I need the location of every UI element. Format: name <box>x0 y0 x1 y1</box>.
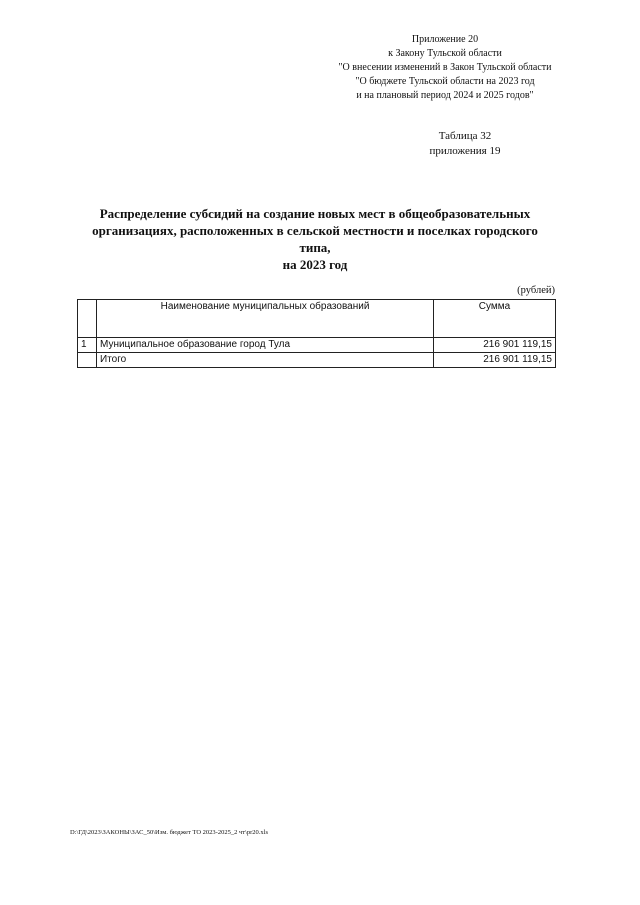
total-number-cell <box>78 353 97 368</box>
header-number-cell <box>78 300 97 338</box>
header-name-cell: Наименование муниципальных образований <box>97 300 434 338</box>
title-line: организациях, расположенных в сельской местности и поселках городского типа, <box>92 223 538 255</box>
header-line: "О внесении изменений в Закон Тульской области <box>338 62 552 73</box>
subsidy-table <box>77 299 556 368</box>
table-reference-line: Таблица 32 <box>438 130 492 142</box>
header-line: и на плановый период 2024 и 2025 годов" <box>356 90 534 101</box>
title-line: Распределение субсидий на создание новых мест в общеобразовательных <box>99 206 531 221</box>
header-sum-cell: Сумма <box>434 300 556 338</box>
annex-header <box>300 33 590 103</box>
total-name-cell: Итого <box>97 353 434 368</box>
units-label: (рублей) <box>517 285 555 296</box>
total-sum-cell: 216 901 119,15 <box>434 353 556 368</box>
table-row <box>78 338 556 353</box>
header-line: "О бюджете Тульской области на 2023 год <box>355 76 535 87</box>
title-line: на 2023 год <box>282 257 348 272</box>
document-title <box>80 205 550 273</box>
header-line: Приложение 20 <box>411 34 479 45</box>
table-reference-line: приложения 19 <box>429 145 501 157</box>
file-path-footer: D:\ГД\2023\ЗАКОНЫ\ЗАС_50\Изм. бюджет ТО 2023-2025_2 чт\pr20.xls <box>70 829 269 836</box>
header-line: к Закону Тульской области <box>388 48 502 59</box>
total-row <box>78 353 556 368</box>
row-name-cell: Муниципальное образование город Тула <box>97 338 434 353</box>
table-header-row <box>78 300 556 338</box>
row-number-cell: 1 <box>78 338 97 353</box>
row-sum-cell: 216 901 119,15 <box>434 338 556 353</box>
table-reference <box>410 129 520 159</box>
